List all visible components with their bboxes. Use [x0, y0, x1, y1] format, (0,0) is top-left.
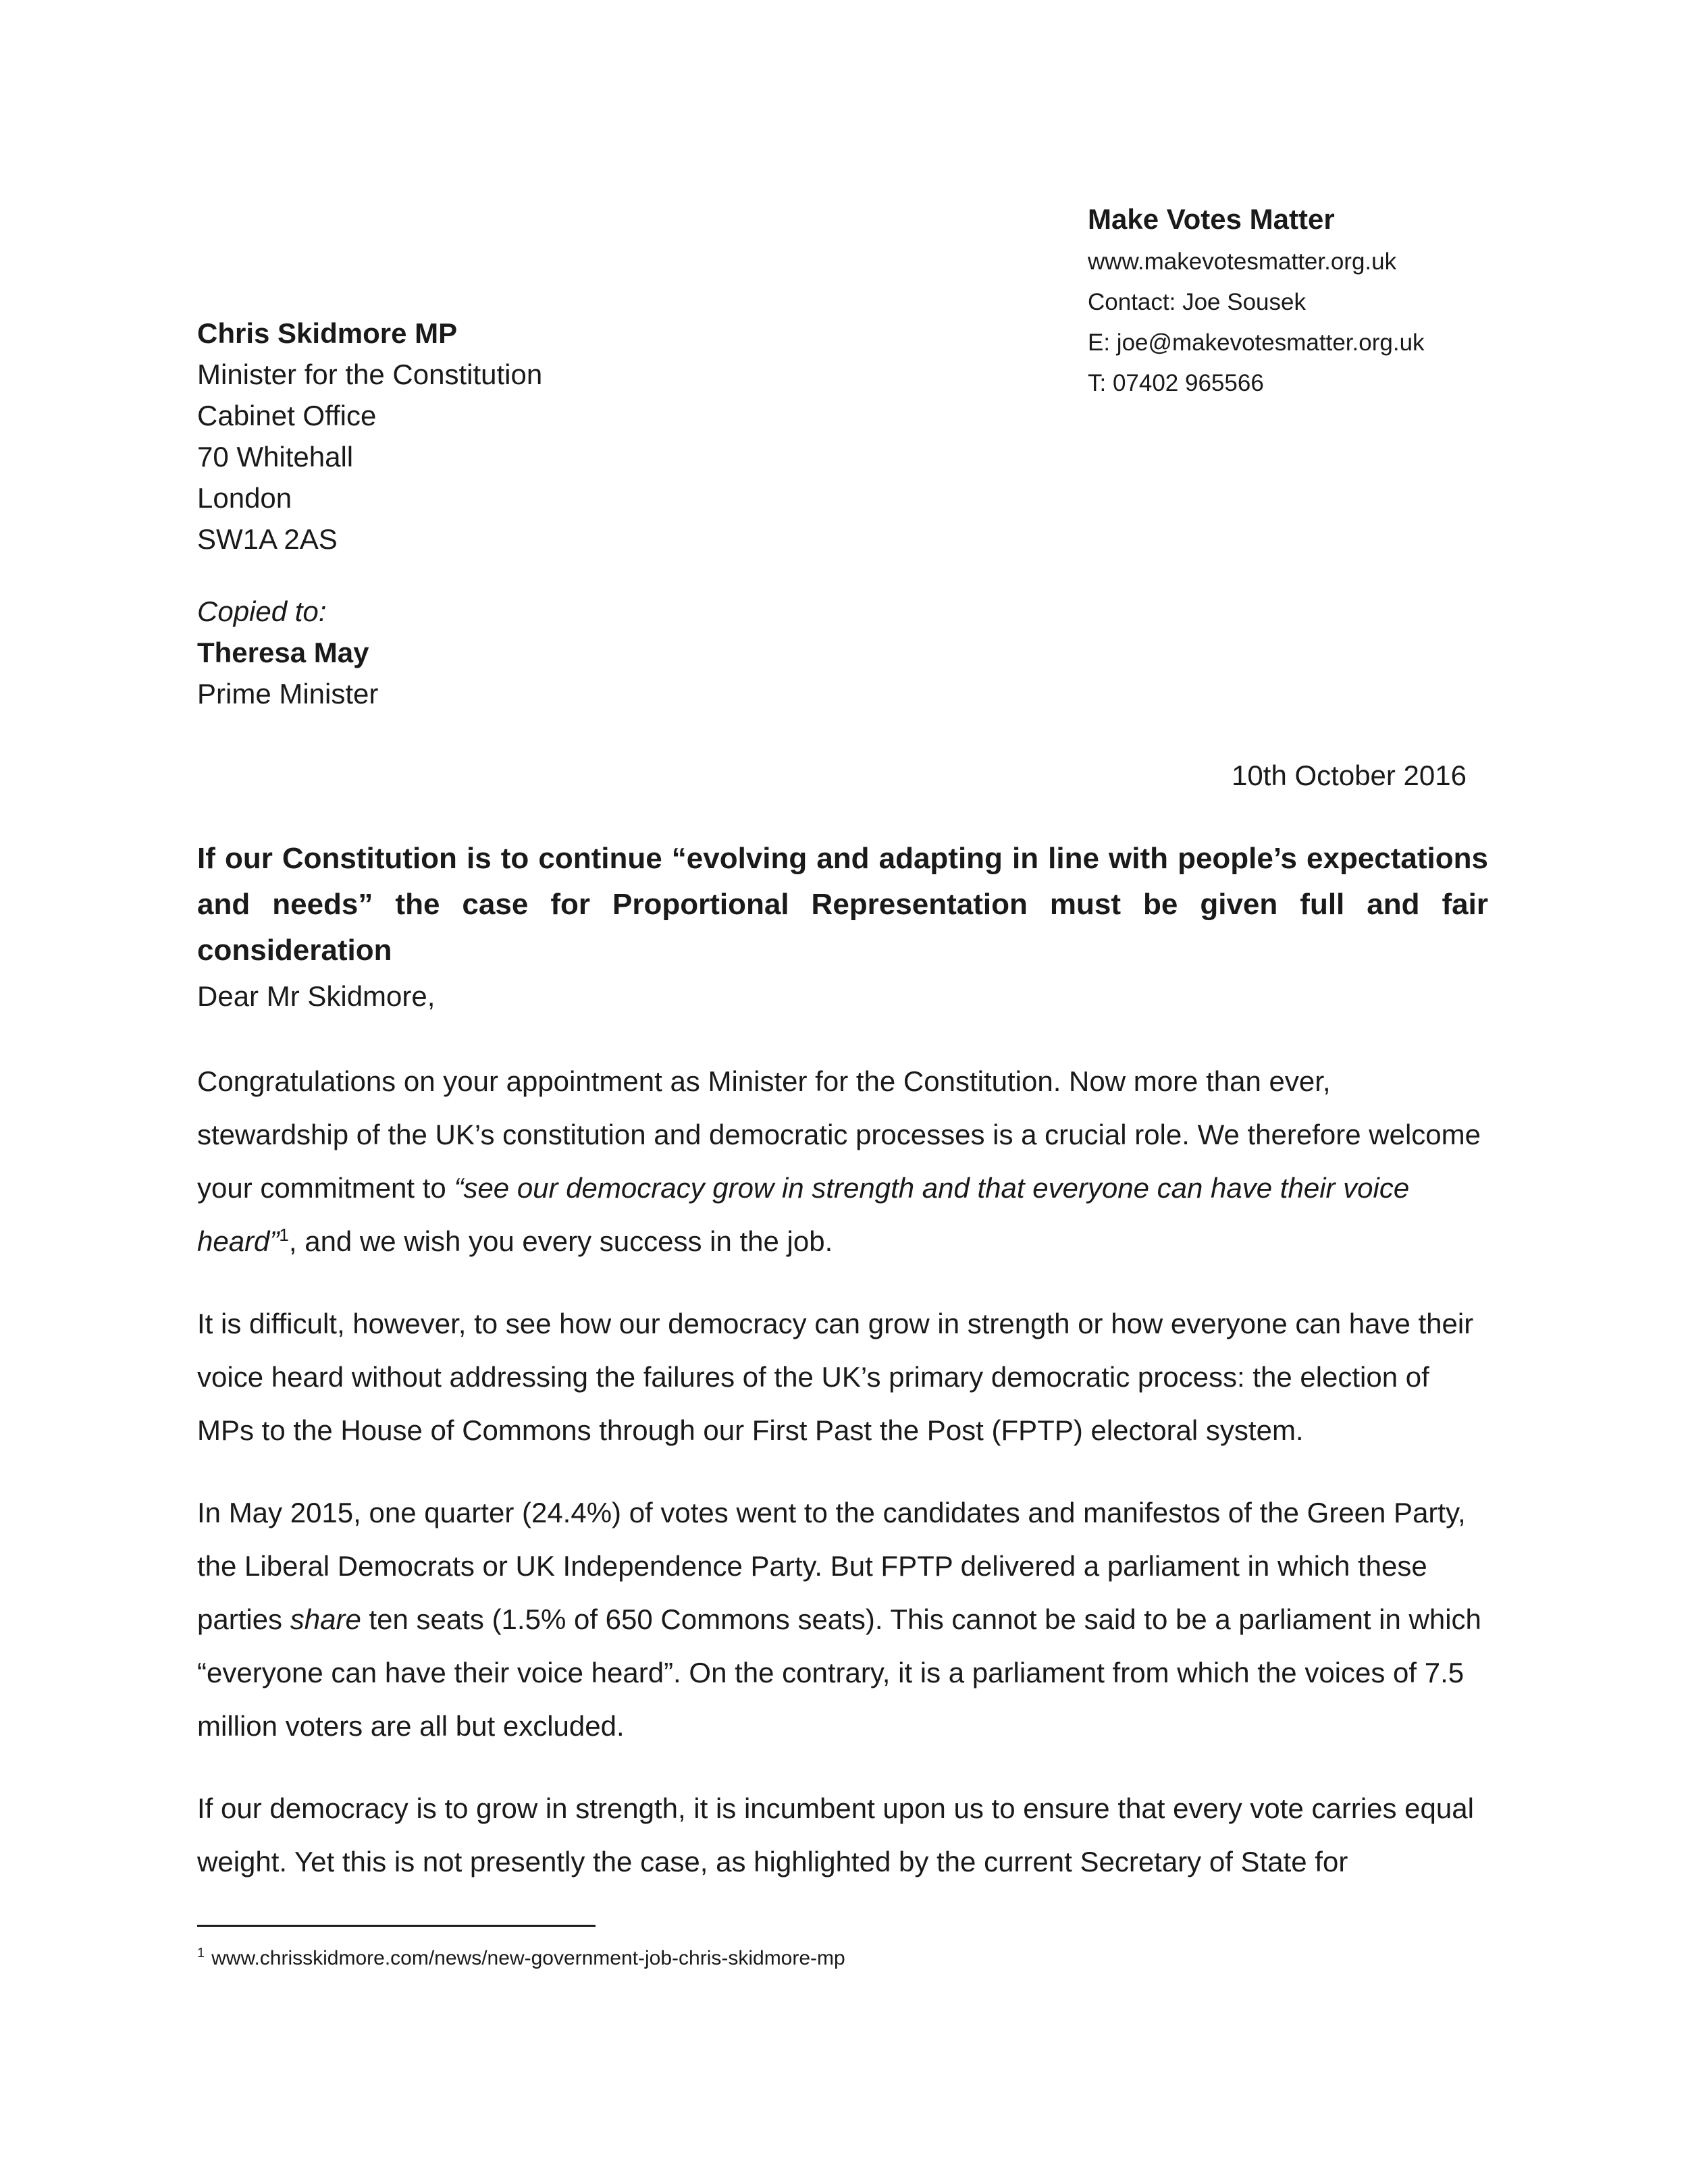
copied-to-name: Theresa May — [197, 637, 369, 668]
paragraph: If our democracy is to grow in strength, it is incumbent upon us to ensure that every vote carries equal weight. Yet this is not presently the case, as highlighted by the current Secretary of State for — [197, 1792, 1474, 1877]
copied-to-role: Prime Minister — [197, 678, 379, 710]
sender-organisation: Make Votes Matter — [1088, 203, 1335, 235]
footnote-reference: 1 — [279, 1225, 289, 1245]
emphasis: share — [290, 1603, 361, 1635]
paragraph-text: ten seats (1.5% of 650 Commons seats). This cannot be said to be a parliament in which “everyone can have their voice heard”. On the contrary, it is a parliament from which the voices of 7.5 million voters are all but excluded. — [197, 1603, 1481, 1742]
recipient-line: Minister for the Constitution — [197, 358, 543, 390]
letter-date: 10th October 2016 — [1232, 760, 1467, 791]
recipient-address — [197, 313, 940, 560]
recipient-name: Chris Skidmore MP — [197, 317, 458, 349]
footnote-text: www.chrisskidmore.com/news/new-government-job-chris-skidmore-mp — [211, 1947, 845, 1969]
copied-to-block — [197, 591, 940, 714]
sender-contact: Contact: Joe Sousek — [1088, 289, 1306, 315]
footnote-divider — [197, 1925, 596, 1927]
paragraph-text: , and we wish you every success in the job. — [288, 1225, 833, 1257]
sender-block — [1088, 197, 1560, 404]
recipient-line: London — [197, 482, 292, 514]
paragraph — [197, 1486, 1488, 1753]
recipient-line: Cabinet Office — [197, 400, 377, 431]
footnote — [197, 1940, 845, 1972]
paragraph — [197, 1055, 1488, 1268]
recipient-line: SW1A 2AS — [197, 523, 338, 555]
letter-body — [197, 1055, 1488, 1917]
footnote-number: 1 — [197, 1946, 205, 1961]
sender-email: E: joe@makevotesmatter.org.uk — [1088, 329, 1425, 356]
salutation: Dear Mr Skidmore, — [197, 980, 436, 1012]
copied-to-label: Copied to: — [197, 595, 327, 627]
recipient-line: 70 Whitehall — [197, 441, 354, 473]
paragraph-text: In May 2015, one quarter (24.4%) of votes went to the candidates and manifestos of the Green Party, the Liberal Democrats or UK Independence Party. But FPTP delivered a parliament in which these parties — [197, 1497, 1466, 1635]
paragraph-text: Congratulations on your appointment as Minister for the Constitution. Now more than ever, stewardship of the UK’s constitution and democratic processes is a crucial role. We therefore welcome your commitment to — [197, 1065, 1481, 1204]
letter-title: If our Constitution is to continue “evolving and adapting in line with people’s expectations and needs” the case for Proportional Representation must be given full and fair consideration — [197, 842, 1488, 967]
paragraph: It is difficult, however, to see how our democracy can grow in strength or how everyone can have their voice heard without addressing the failures of the UK’s primary democratic process: the election of MPs to the House of Commons through our First Past the Post (FPTP) electoral system. — [197, 1308, 1474, 1446]
sender-website: www.makevotesmatter.org.uk — [1088, 248, 1397, 275]
sender-phone: T: 07402 965566 — [1088, 370, 1264, 396]
quoted-commitment: “see our democracy grow in strength and that everyone can have their voice heard” — [197, 1172, 1410, 1257]
